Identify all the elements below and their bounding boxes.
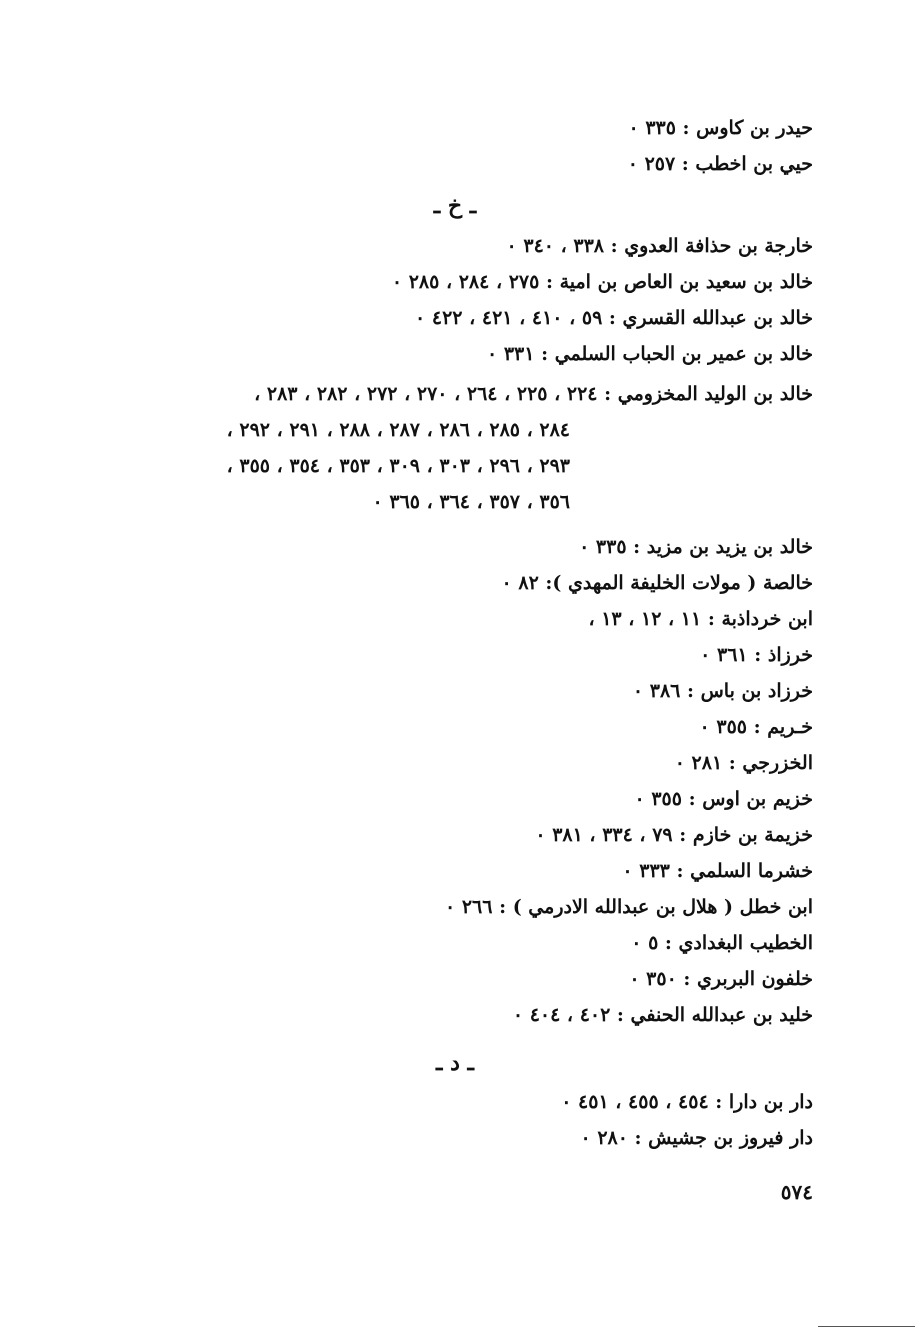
- entry-continuation: ٢٩٣ ، ٢٩٦ ، ٣٠٣ ، ٣٠٩ ، ٣٥٣ ، ٣٥٤ ، ٣٥٥ ،: [226, 455, 570, 477]
- entry-line: خزيم بن اوس : ٣٥٥ ٠: [634, 788, 813, 810]
- index-entry-khalid-walid: [93, 376, 813, 520]
- entry-line: خرزاذ : ٣٦١ ٠: [700, 644, 813, 666]
- entry-line: خـريم : ٣٥٥ ٠: [699, 716, 813, 738]
- entry-line: خالد بن عمير بن الحباب السلمي : ٣٣١ ٠: [487, 343, 813, 365]
- index-entry: [93, 1084, 813, 1156]
- entry-line: حيدر بن كاوس : ٣٣٥ ٠: [628, 117, 813, 139]
- entry-line: خالصة ( مولات الخليفة المهدي ): ٨٢ ٠: [501, 572, 813, 594]
- entry-line: خالد بن سعيد بن العاص بن امية : ٢٧٥ ، ٢٨٤ ، ٢٨٥ ٠: [391, 271, 813, 293]
- entry-continuation: ٣٥٦ ، ٣٥٧ ، ٣٦٤ ، ٣٦٥ ٠: [372, 491, 570, 513]
- entry-line: خلفون البربري : ٣٥٠ ٠: [629, 968, 813, 990]
- entry-line: خشرما السلمي : ٣٣٣ ٠: [622, 860, 813, 882]
- entry-line: خزيمة بن خازم : ٧٩ ، ٣٣٤ ، ٣٨١ ٠: [535, 824, 813, 846]
- entry-line: خارجة بن حذافة العدوي : ٣٣٨ ، ٣٤٠ ٠: [506, 235, 813, 257]
- entry-line: خالد بن يزيد بن مزيد : ٣٣٥ ٠: [579, 536, 813, 558]
- entry-line: ابن خطل ( هلال بن عبدالله الادرمي ) : ٢٦٦ ٠: [444, 896, 813, 918]
- entry-continuation: ٢٨٤ ، ٢٨٥ ، ٢٨٦ ، ٢٨٧ ، ٢٨٨ ، ٢٩١ ، ٢٩٢ ،: [226, 419, 570, 441]
- index-entry: [93, 529, 813, 1033]
- entry-line: خليد بن عبدالله الحنفي : ٤٠٢ ، ٤٠٤ ٠: [512, 1004, 813, 1026]
- entry-line: حيي بن اخطب : ٢٥٧ ٠: [627, 153, 813, 175]
- entry-line: ابن خرداذبة : ١١ ، ١٢ ، ١٣ ،: [588, 608, 813, 630]
- entry-line: الخزرجي : ٢٨١ ٠: [674, 752, 813, 774]
- entry-line: خالد بن عبدالله القسري : ٥٩ ، ٤١٠ ، ٤٢١ ، ٤٢٢ ٠: [415, 307, 813, 329]
- index-entry: [93, 228, 813, 372]
- entry-line: خرزاد بن باس : ٣٨٦ ٠: [632, 680, 813, 702]
- entry-line: دار فيروز بن جشيش : ٢٨٠ ٠: [580, 1127, 813, 1149]
- section-heading-dal: ـ د ـ: [435, 1050, 474, 1076]
- entry-line: خالد بن الوليد المخزومي : ٢٢٤ ، ٢٢٥ ، ٢٦٤ ، ٢٧٠ ، ٢٧٢ ، ٢٨٢ ، ٢٨٣ ،: [254, 383, 813, 405]
- page-number: ٥٧٤: [780, 1180, 813, 1204]
- entry-line: الخطيب البغدادي : ٥ ٠: [631, 932, 813, 954]
- section-heading-kha: ـ خ ـ: [433, 193, 477, 219]
- bottom-rule: [818, 1326, 915, 1327]
- entry-line: دار بن دارا : ٤٥٤ ، ٤٥٥ ، ٤٥١ ٠: [561, 1091, 813, 1113]
- index-entry: [93, 110, 813, 182]
